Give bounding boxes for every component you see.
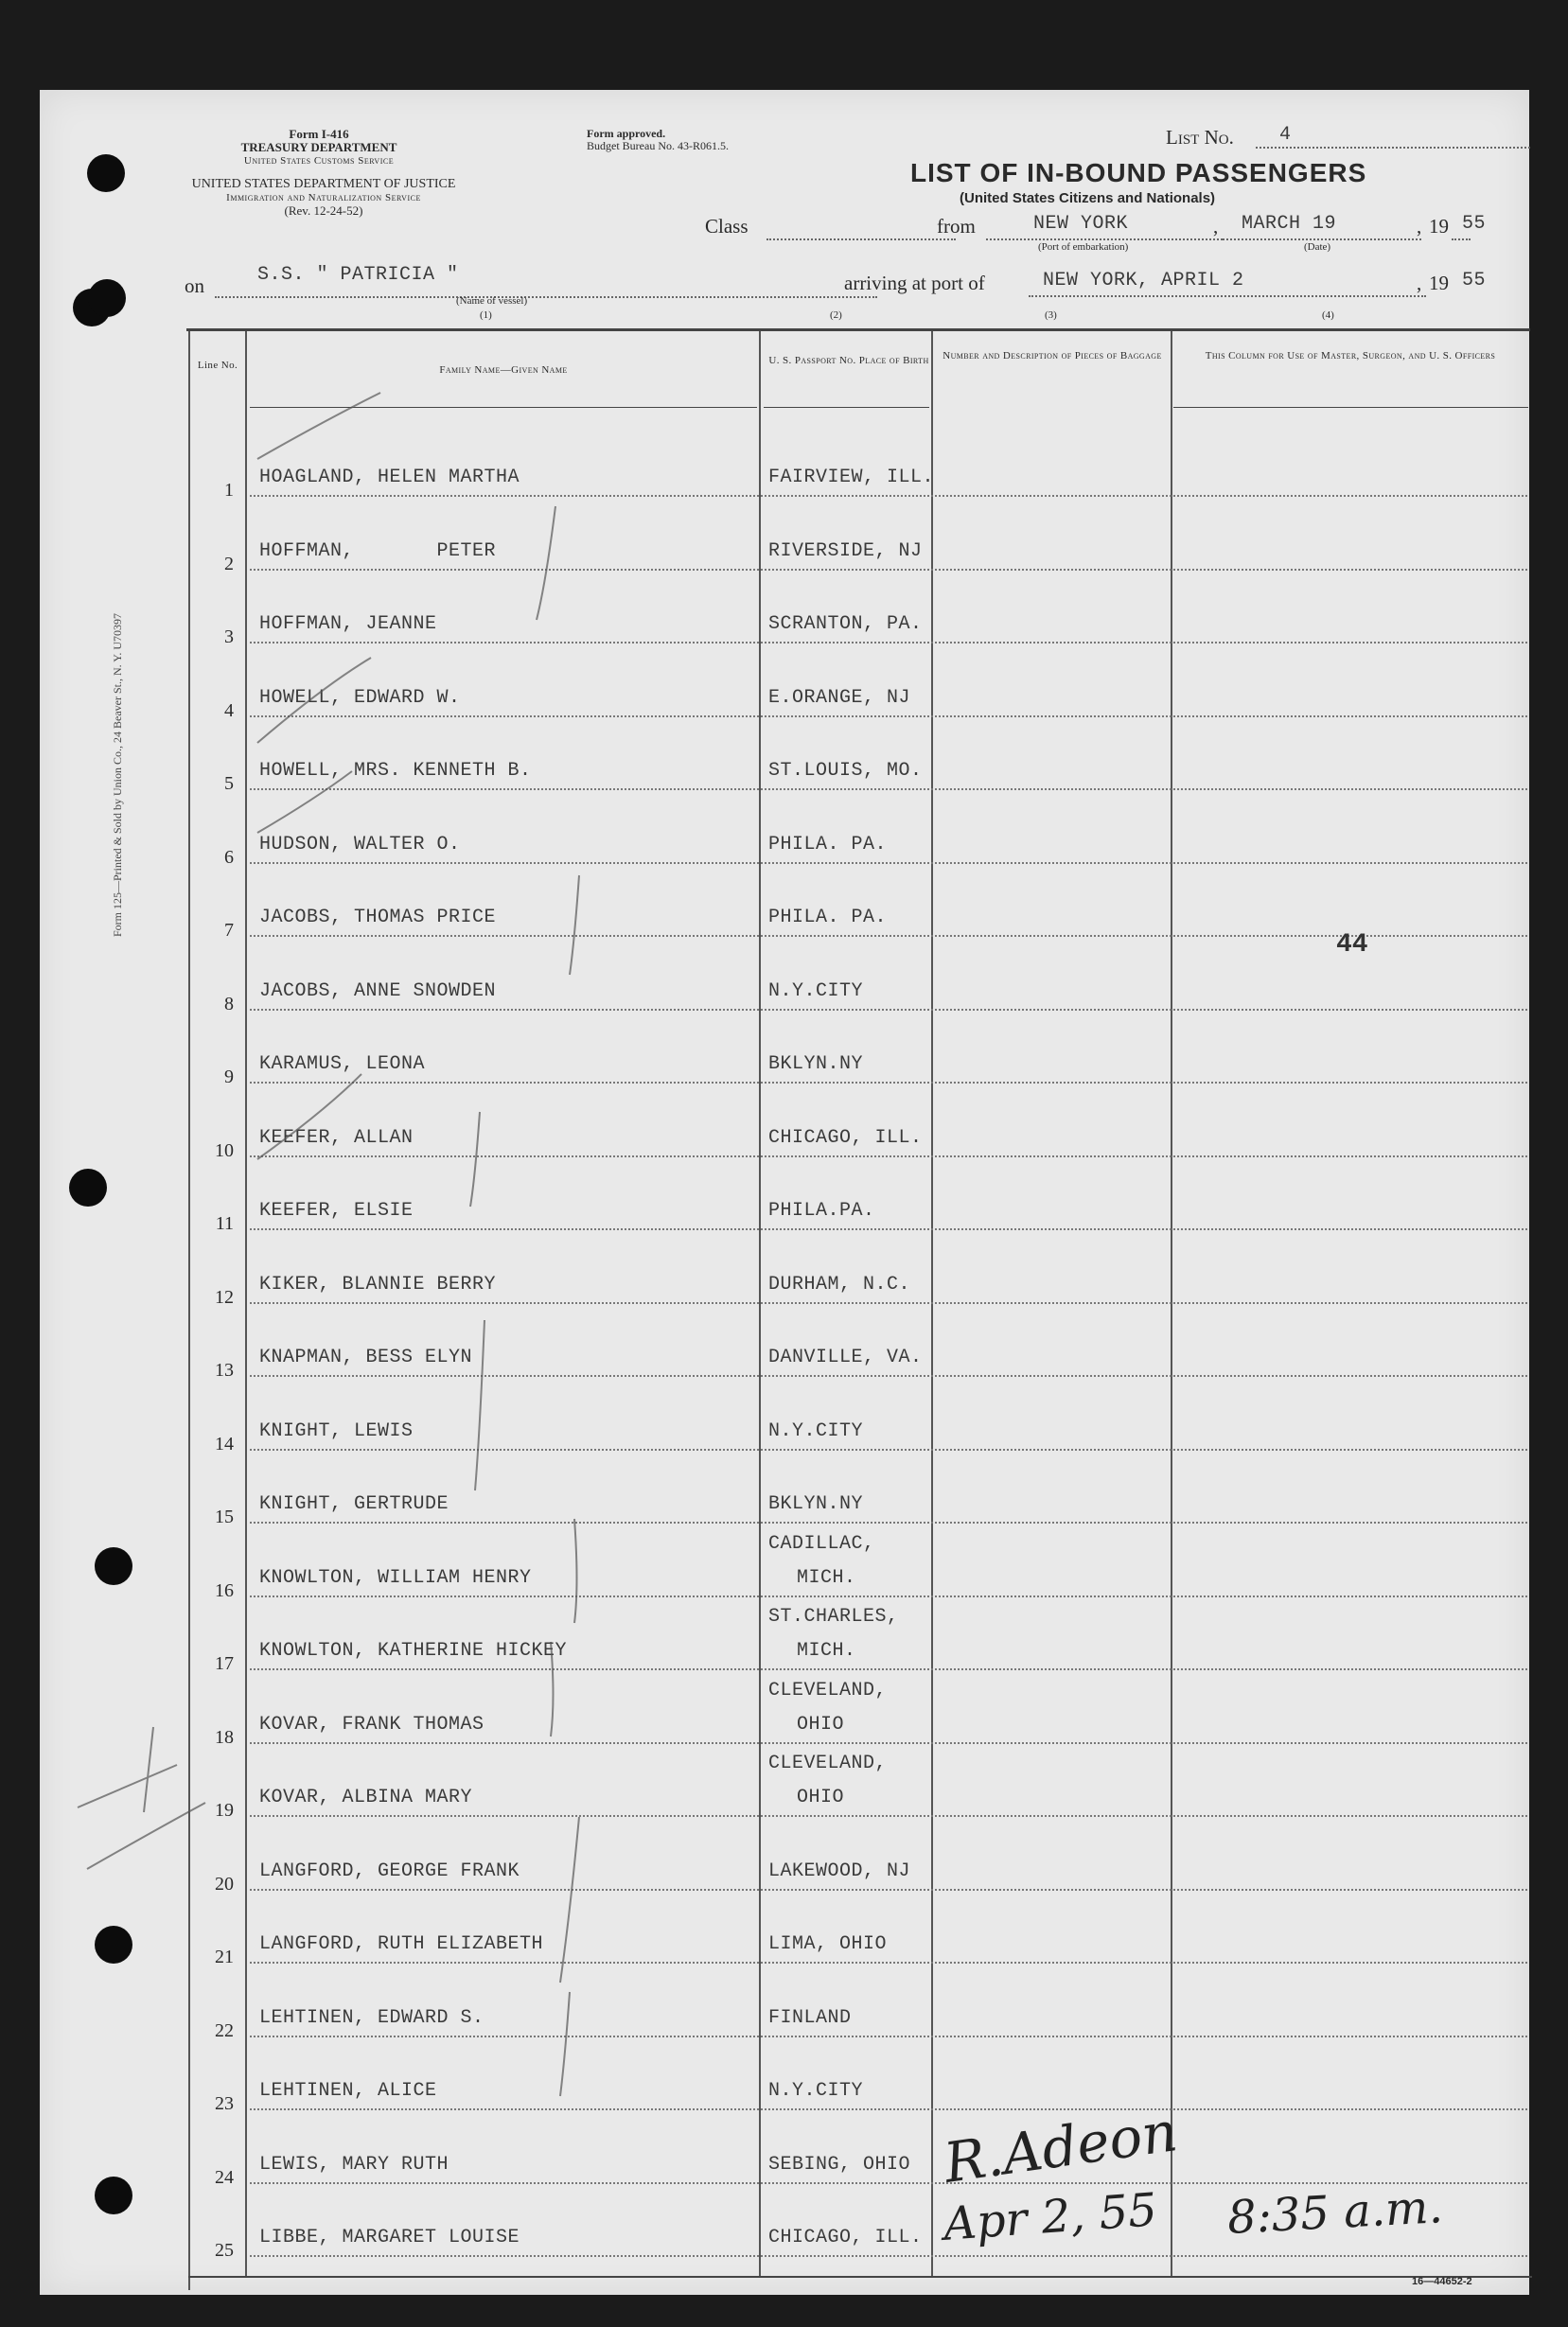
passenger-name: KNOWLTON, KATHERINE HICKEY — [259, 1640, 568, 1662]
row-number: 21 — [215, 1947, 234, 1967]
birth-place-line-2: MICH. — [797, 1640, 856, 1662]
binder-hole-7 — [95, 2177, 132, 2214]
from-date: MARCH 19 — [1242, 213, 1337, 235]
caption-1: (1) — [480, 309, 492, 321]
birth-place: CHICAGO, ILL. — [768, 2227, 923, 2248]
port-caption: (Port of embarkation) — [1038, 241, 1129, 253]
birth-place: SCRANTON, PA. — [768, 613, 923, 635]
list-no-value: 4 — [1279, 124, 1292, 146]
row-number: 18 — [215, 1726, 234, 1748]
row-number: 22 — [215, 2019, 234, 2041]
birth-place: N.Y.CITY — [768, 979, 864, 1002]
birth-place: FAIRVIEW, ILL. — [768, 467, 935, 488]
row-number: 9 — [224, 1067, 234, 1087]
stamp-time: 8:35 a.m. — [1225, 2180, 1445, 2245]
justice-label: UNITED STATES DEPARTMENT OF JUSTICE — [191, 177, 456, 191]
row-number: 12 — [215, 1286, 234, 1308]
binder-hole-1 — [87, 154, 125, 192]
from-label: from — [937, 215, 976, 238]
passenger-name: JACOBS, ANNE SNOWDEN — [259, 979, 497, 1002]
birth-place: PHILA. PA. — [768, 833, 888, 855]
row-number: 7 — [224, 920, 234, 941]
passenger-name: KOVAR, ALBINA MARY — [259, 1787, 473, 1808]
passenger-name: KNAPMAN, BESS ELYN — [259, 1347, 473, 1368]
birth-place: LIMA, OHIO — [768, 1933, 888, 1955]
row-number: 23 — [215, 2093, 234, 2114]
birth-place: SEBING, OHIO — [768, 2153, 911, 2176]
birth-place: CADILLAC, — [768, 1532, 875, 1555]
row-number: 6 — [224, 846, 234, 868]
side-print: Form 125—Printed & Sold by Union Co., 24 Beaver St., N. Y. U70397 — [111, 612, 124, 937]
binder-hole-3 — [88, 279, 126, 317]
footer-code: 16—44652-2 — [1412, 2276, 1472, 2287]
row-number: 24 — [215, 2166, 234, 2188]
passenger-name: HOWELL, MRS. KENNETH B. — [259, 760, 532, 782]
binder-hole-4 — [69, 1169, 107, 1207]
form-number: Form I-416 — [289, 127, 349, 141]
check-mark-8 — [475, 1320, 484, 1490]
check-mark-9 — [574, 1519, 577, 1623]
officer-signature: R.Adeon — [940, 2099, 1182, 2195]
birth-place: CLEVELAND, — [768, 1753, 888, 1774]
row-number: 19 — [215, 1800, 234, 1821]
col-header-passport: U. S. Passport No. Place of Birth — [768, 355, 929, 366]
check-mark-7 — [470, 1112, 480, 1207]
arrival-port: NEW YORK, APRIL 2 — [1043, 270, 1244, 291]
birth-place: FINLAND — [768, 2006, 852, 2029]
birth-place: ST.LOUIS, MO. — [768, 760, 923, 782]
comma-1: , — [1213, 215, 1219, 238]
passenger-name: LIBBE, MARGARET LOUISE — [259, 2227, 520, 2248]
passenger-name: KEEFER, ELSIE — [259, 1200, 414, 1222]
check-mark-5 — [570, 875, 579, 975]
col-header-officers: This Column for Use of Master, Surgeon, and U. S. Officers — [1205, 350, 1496, 361]
passenger-name: LEWIS, MARY RUTH — [259, 2153, 449, 2176]
passenger-name: KOVAR, FRANK THOMAS — [259, 1713, 484, 1736]
customs-label: United States Customs Service — [243, 155, 395, 167]
budget-label: Budget Bureau No. 43-R061.5. — [587, 139, 729, 152]
passenger-name: JACOBS, THOMAS PRICE — [259, 907, 497, 928]
vessel-caption: (Name of vessel) — [456, 295, 528, 307]
birth-place: LAKEWOOD, NJ — [768, 1860, 911, 1882]
birth-place: ST.CHARLES, — [768, 1606, 899, 1628]
year2-value: 55 — [1462, 270, 1487, 291]
row-number: 20 — [215, 1873, 234, 1895]
page-title: LIST OF IN-BOUND PASSENGERS — [910, 158, 1367, 187]
birth-place: CLEVELAND, — [768, 1679, 888, 1701]
birth-place: PHILA.PA. — [768, 1200, 875, 1222]
row-number: 8 — [224, 993, 234, 1014]
check-mark-12 — [560, 1992, 570, 2096]
birth-place: PHILA. PA. — [768, 907, 888, 928]
check-mark-10 — [551, 1642, 554, 1736]
revision-label: (Rev. 12-24-52) — [284, 203, 363, 218]
year2-prefix: 19 — [1429, 272, 1449, 294]
birth-place: RIVERSIDE, NJ — [768, 539, 923, 562]
from-port: NEW YORK — [1033, 213, 1129, 235]
passenger-count: 44 — [1336, 930, 1368, 960]
cross-mark-1 — [78, 1765, 177, 1807]
passenger-name: LANGFORD, RUTH ELIZABETH — [259, 1933, 544, 1955]
row-number: 1 — [224, 480, 234, 501]
birth-place: BKLYN.NY — [768, 1493, 864, 1515]
date-caption: (Date) — [1304, 241, 1331, 253]
year-value: 55 — [1462, 213, 1487, 235]
binder-hole-5 — [95, 1547, 132, 1585]
approval-label: Form approved. — [587, 127, 666, 140]
comma-2: , — [1417, 215, 1422, 238]
birth-place: N.Y.CITY — [768, 2080, 864, 2102]
pencil-marks — [40, 90, 1529, 2295]
col-header-line: Line No. — [197, 360, 238, 371]
on-label: on — [185, 274, 204, 297]
binder-hole-6 — [95, 1926, 132, 1964]
passenger-name: LANGFORD, GEORGE FRANK — [259, 1860, 520, 1882]
passenger-name: HOWELL, EDWARD W. — [259, 686, 461, 709]
vessel-name: S.S. " PATRICIA " — [257, 264, 459, 286]
arriving-label: arriving at port of — [844, 272, 985, 294]
row-number: 2 — [224, 553, 234, 574]
check-mark-3 — [257, 658, 371, 743]
check-mark-2 — [537, 506, 555, 620]
birth-place: BKLYN.NY — [768, 1053, 864, 1075]
passenger-name: LEHTINEN, ALICE — [259, 2080, 437, 2102]
row-number: 25 — [215, 2240, 234, 2261]
birth-place-line-2: MICH. — [797, 1566, 856, 1589]
row-number: 3 — [224, 626, 234, 647]
year-prefix: 19 — [1429, 215, 1449, 238]
row-number: 10 — [215, 1139, 234, 1161]
check-mark-11 — [560, 1817, 579, 1983]
comma-3: , — [1417, 272, 1422, 294]
birth-place: DURHAM, N.C. — [768, 1273, 911, 1296]
birth-place: DANVILLE, VA. — [768, 1347, 923, 1368]
manifest-page — [40, 90, 1529, 2295]
row-number: 11 — [215, 1213, 234, 1234]
caption-4: (4) — [1322, 309, 1334, 321]
row-number: 5 — [224, 773, 234, 794]
caption-3: (3) — [1045, 309, 1057, 321]
passenger-name: HUDSON, WALTER O. — [259, 833, 461, 855]
birth-place: E.ORANGE, NJ — [768, 686, 911, 709]
caption-2: (2) — [830, 309, 842, 321]
passenger-name: KARAMUS, LEONA — [259, 1053, 426, 1075]
immigration-label: Immigration and Naturalization Service — [226, 192, 421, 203]
cross-mark-2 — [144, 1727, 153, 1812]
treasury-label: TREASURY DEPARTMENT — [240, 140, 397, 154]
passenger-name: KNOWLTON, WILLIAM HENRY — [259, 1566, 532, 1589]
passenger-name: KNIGHT, GERTRUDE — [259, 1493, 449, 1515]
col-header-name: Family Name—Given Name — [439, 364, 568, 376]
passenger-name: HOAGLAND, HELEN MARTHA — [259, 467, 520, 488]
passenger-name: LEHTINEN, EDWARD S. — [259, 2006, 484, 2029]
birth-place: CHICAGO, ILL. — [768, 1126, 923, 1149]
row-number: 13 — [215, 1360, 234, 1381]
row-number: 17 — [215, 1653, 234, 1674]
passenger-name: KIKER, BLANNIE BERRY — [259, 1273, 497, 1296]
birth-place-line-2: OHIO — [797, 1787, 845, 1808]
list-no-label: List No. — [1166, 126, 1234, 149]
passenger-name: KEEFER, ALLAN — [259, 1126, 414, 1149]
passenger-name: HOFFMAN, PETER — [259, 539, 497, 562]
class-label: Class — [705, 215, 749, 238]
birth-place: N.Y.CITY — [768, 1419, 864, 1442]
row-number: 14 — [215, 1433, 234, 1454]
check-mark-4 — [257, 771, 352, 833]
cross-mark-3 — [87, 1803, 205, 1869]
row-number: 15 — [215, 1507, 234, 1527]
row-number: 4 — [224, 699, 234, 721]
page-subtitle: (United States Citizens and Nationals) — [960, 190, 1216, 206]
stamp-date: Apr 2, 55 — [942, 2183, 1159, 2251]
col-header-baggage: Number and Description of Pieces of Baggage — [943, 350, 1162, 361]
check-mark-6 — [257, 1074, 361, 1159]
passenger-name: HOFFMAN, JEANNE — [259, 613, 437, 635]
birth-place-line-2: OHIO — [797, 1713, 845, 1736]
passenger-name: KNIGHT, LEWIS — [259, 1419, 414, 1442]
row-number: 16 — [215, 1579, 234, 1601]
check-mark-1 — [257, 393, 380, 459]
